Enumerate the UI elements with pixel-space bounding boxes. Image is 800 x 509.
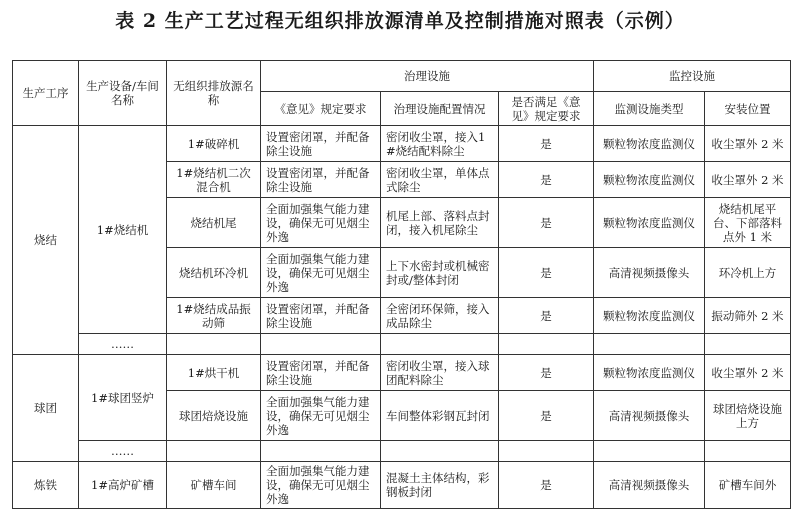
install-cell: 振动筛外 2 米	[705, 298, 791, 334]
process-cell: 球团	[13, 355, 79, 462]
source-cell: 1#破碎机	[167, 126, 261, 162]
emission-source-table	[12, 60, 791, 509]
mon-type-cell: 高清视频摄像头	[594, 391, 705, 441]
mon-type-cell: 颗粒物浓度监测仪	[594, 126, 705, 162]
config-cell: 全密闭环保筛，接入成品除尘	[381, 298, 499, 334]
source-cell: 矿槽车间	[167, 462, 261, 509]
source-cell: 1#烘干机	[167, 355, 261, 391]
header-meets: 是否满足《意见》规定要求	[499, 92, 594, 126]
meets-cell: 是	[499, 391, 594, 441]
table-row	[13, 462, 791, 509]
equipment-cell: 1#高炉矿槽	[79, 462, 167, 509]
meets-cell: 是	[499, 248, 594, 298]
config-cell: 密闭收尘罩，单体点式除尘	[381, 162, 499, 198]
install-cell: 收尘罩外 2 米	[705, 126, 791, 162]
requirement-cell: 全面加强集气能力建设，确保无可见烟尘外逸	[261, 391, 381, 441]
requirement-cell: 设置密闭罩，并配备除尘设施	[261, 126, 381, 162]
install-cell: 矿槽车间外	[705, 462, 791, 509]
mon-type-cell: 颗粒物浓度监测仪	[594, 355, 705, 391]
ellipsis-row	[13, 441, 791, 462]
mon-type-cell: 颗粒物浓度监测仪	[594, 298, 705, 334]
mon-type-cell: 高清视频摄像头	[594, 462, 705, 509]
source-cell: 1#烧结成品振动筛	[167, 298, 261, 334]
requirement-cell: 设置密闭罩，并配备除尘设施	[261, 355, 381, 391]
ellipsis-cell: ……	[79, 441, 167, 462]
requirement-cell: 全面加强集气能力建设，确保无可见烟尘外逸	[261, 462, 381, 509]
install-cell: 收尘罩外 2 米	[705, 162, 791, 198]
header-source: 无组织排放源名称	[167, 61, 261, 126]
header-row-1	[13, 61, 791, 92]
config-cell: 上下水密封或机械密封或/整体封闭	[381, 248, 499, 298]
ellipsis-cell: ……	[79, 334, 167, 355]
requirement-cell: 全面加强集气能力建设，确保无可见烟尘外逸	[261, 248, 381, 298]
source-cell: 球团焙烧设施	[167, 391, 261, 441]
meets-cell: 是	[499, 126, 594, 162]
config-cell: 密闭收尘罩，接入球团配料除尘	[381, 355, 499, 391]
table-row	[13, 126, 791, 162]
config-cell: 混凝土主体结构，彩钢板封闭	[381, 462, 499, 509]
header-mon-type: 监测设施类型	[594, 92, 705, 126]
meets-cell: 是	[499, 298, 594, 334]
header-governance: 治理设施	[261, 61, 594, 92]
install-cell: 烧结机尾平台、下部落料点外 1 米	[705, 198, 791, 248]
meets-cell: 是	[499, 355, 594, 391]
equipment-cell: 1#球团竖炉	[79, 355, 167, 441]
config-cell: 密闭收尘罩，接入1#烧结配料除尘	[381, 126, 499, 162]
requirement-cell: 全面加强集气能力建设，确保无可见烟尘外逸	[261, 198, 381, 248]
install-cell: 球团焙烧设施上方	[705, 391, 791, 441]
table-row	[13, 355, 791, 391]
install-cell: 环冷机上方	[705, 248, 791, 298]
header-process: 生产工序	[13, 61, 79, 126]
source-cell: 1#烧结机二次混合机	[167, 162, 261, 198]
mon-type-cell: 颗粒物浓度监测仪	[594, 198, 705, 248]
mon-type-cell: 高清视频摄像头	[594, 248, 705, 298]
source-cell: 烧结机尾	[167, 198, 261, 248]
process-cell: 烧结	[13, 126, 79, 355]
config-cell: 车间整体彩钢瓦封闭	[381, 391, 499, 441]
meets-cell: 是	[499, 462, 594, 509]
requirement-cell: 设置密闭罩，并配备除尘设施	[261, 162, 381, 198]
mon-type-cell: 颗粒物浓度监测仪	[594, 162, 705, 198]
meets-cell: 是	[499, 162, 594, 198]
install-cell: 收尘罩外 2 米	[705, 355, 791, 391]
equipment-cell: 1#烧结机	[79, 126, 167, 334]
header-install: 安装位置	[705, 92, 791, 126]
header-config: 治理设施配置情况	[381, 92, 499, 126]
config-cell: 机尾上部、落料点封闭，接入机尾除尘	[381, 198, 499, 248]
ellipsis-row	[13, 334, 791, 355]
header-equipment: 生产设备/车间名称	[79, 61, 167, 126]
requirement-cell: 设置密闭罩，并配备除尘设施	[261, 298, 381, 334]
header-monitoring: 监控设施	[594, 61, 791, 92]
header-requirement: 《意见》规定要求	[261, 92, 381, 126]
meets-cell: 是	[499, 198, 594, 248]
source-cell: 烧结机环冷机	[167, 248, 261, 298]
table-title: 表 2 生产工艺过程无组织排放源清单及控制措施对照表（示例）	[115, 10, 685, 32]
process-cell: 炼铁	[13, 462, 79, 509]
